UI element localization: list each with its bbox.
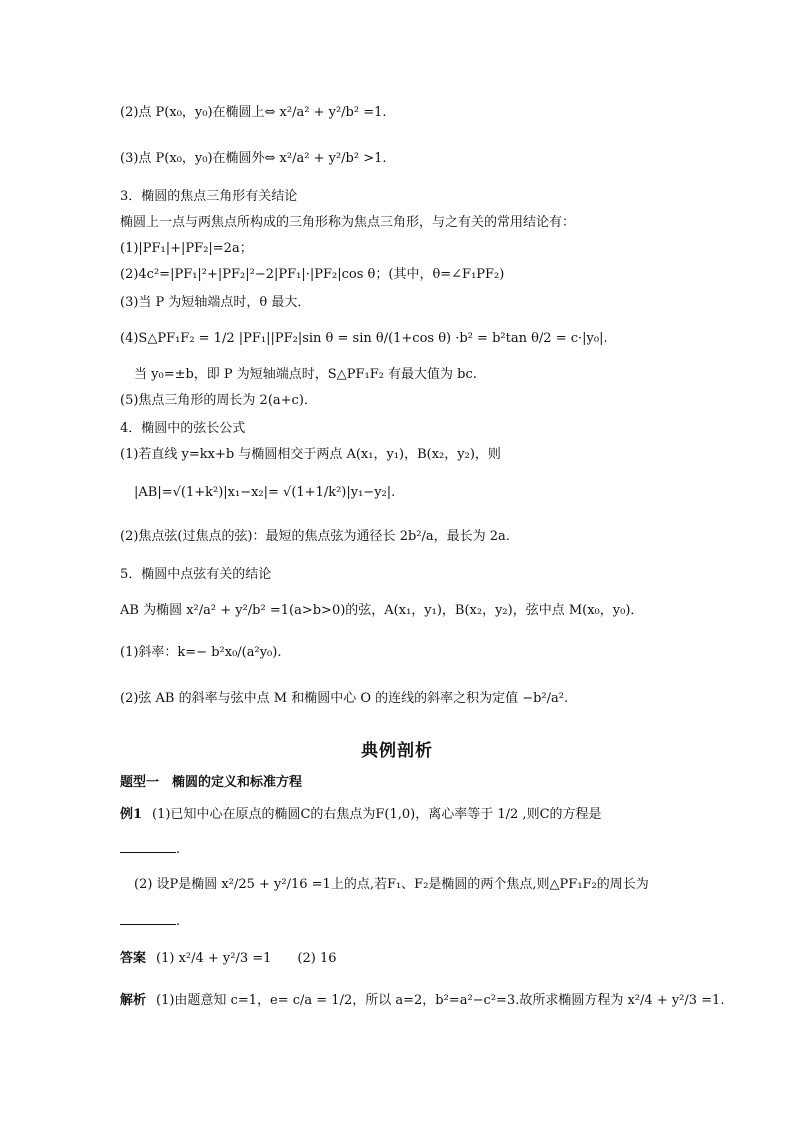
- text-line: 当 y₀=±b，即 P 为短轴端点时，S△PF₁F₂ 有最大值为 bc.: [134, 367, 477, 382]
- text-line: (3)点 P(x₀，y₀)在椭圆外⇔ x²/a² + y²/b² >1.: [120, 151, 387, 166]
- blank-line: [120, 840, 176, 853]
- text-line: (2)焦点弦(过焦点的弦)：最短的焦点弦为通径长 2b²/a，最长为 2a.: [120, 529, 510, 544]
- type-heading: 题型一 椭圆的定义和标准方程: [120, 775, 303, 790]
- text-line: (1)斜率：k=− b²x₀/(a²y₀).: [120, 645, 282, 660]
- blank-end: .: [176, 842, 181, 857]
- analysis-text: (1)由题意知 c=1，e= c/a = 1/2，所以 a=2，b²=a²−c²=3.故所求椭圆方程为 x²/4 + y²/3 =1.: [156, 993, 725, 1008]
- text-line: (1)|PF₁|+|PF₂|=2a；: [120, 241, 253, 256]
- text-line: (1)若直线 y=kx+b 与椭圆相交于两点 A(x₁，y₁)，B(x₂，y₂)，则: [120, 447, 501, 462]
- subsection-heading: 3．椭圆的焦点三角形有关结论: [120, 189, 298, 204]
- analysis-line: [120, 992, 725, 1010]
- text-line: (2)弦 AB 的斜率与弦中点 M 和椭圆中心 O 的连线的斜率之积为定值 −b²/a².: [120, 691, 569, 706]
- answer-line: [120, 950, 704, 968]
- section-title: 典例剖析: [361, 741, 433, 761]
- text-line: (3)当 P 为短轴端点时，θ 最大．: [120, 295, 311, 310]
- answer-blank-2: [120, 912, 704, 931]
- answer-text: (1) x²/4 + y²/3 =1 (2) 16: [156, 951, 337, 966]
- text-line: AB 为椭圆 x²/a² + y²/b² =1(a>b>0)的弦，A(x₁，y₁)，B(x₂，y₂)，弦中点 M(x₀，y₀)．: [120, 603, 644, 618]
- answer-label: 答案: [120, 951, 147, 966]
- answer-blank-1: [120, 840, 704, 859]
- text-line: (2)4c²=|PF₁|²+|PF₂|²−2|PF₁|·|PF₂|cos θ；(其中，θ=∠F₁PF₂): [120, 267, 505, 282]
- example-label: 例1: [120, 807, 143, 822]
- subsection-heading: 5．椭圆中点弦有关的结论: [120, 567, 272, 582]
- blank-end: .: [176, 914, 181, 929]
- example-question-2: (2) 设P是椭圆 x²/25 + y²/16 =1上的点,若F₁、F₂是椭圆的两个焦点,则△PF₁F₂的周长为: [134, 877, 649, 892]
- formula-line: |AB|=√(1+k²)|x₁−x₂|= √(1+1/k²)|y₁−y₂|.: [134, 485, 396, 500]
- example-q1-text: (1)已知中心在原点的椭圆C的右焦点为F(1,0)，离心率等于 1/2 ,则C的方程是: [152, 807, 602, 822]
- text-line: (2)点 P(x₀，y₀)在椭圆上⇔ x²/a² + y²/b² =1.: [120, 105, 387, 120]
- example-question-1: [120, 806, 704, 824]
- subsection-heading: 4．椭圆中的弦长公式: [120, 421, 246, 436]
- blank-line: [120, 912, 176, 925]
- text-line: (5)焦点三角形的周长为 2(a+c)．: [120, 393, 317, 408]
- text-line: 椭圆上一点与两焦点所构成的三角形称为焦点三角形，与之有关的常用结论有：: [120, 215, 576, 230]
- analysis-label: 解析: [120, 993, 147, 1008]
- text-line: (4)S△PF₁F₂ = 1/2 |PF₁||PF₂|sin θ = sin θ/(1+cos θ) ·b² = b²tan θ/2 = c·|y₀|.: [120, 331, 608, 346]
